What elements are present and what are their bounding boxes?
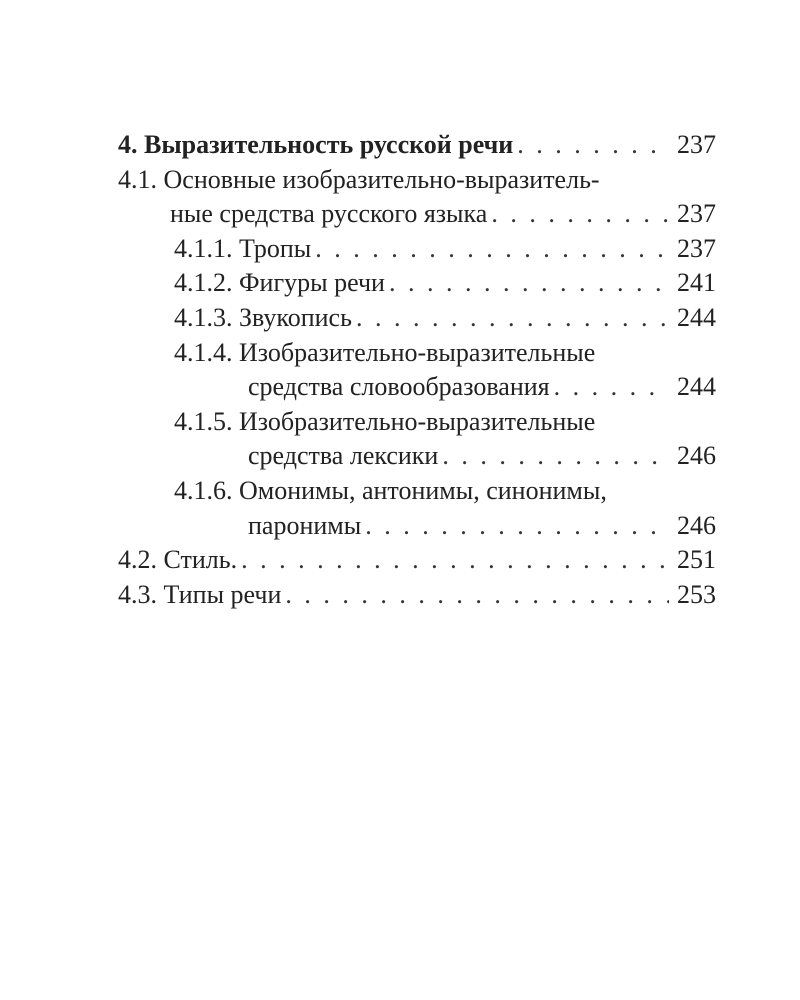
toc-dot-leader <box>389 266 669 301</box>
toc-section-4-1-2[interactable] <box>118 266 716 301</box>
toc-entry-title: 4.1.5. Изобразительно-выразительные <box>174 406 596 436</box>
toc-entry-title: 4.1.6. Омонимы, антонимы, синонимы, <box>174 475 607 505</box>
toc-section-4-1-6-line1[interactable] <box>118 474 716 509</box>
toc-entry-title-cont: средства словообразования <box>248 370 554 405</box>
toc-section-4-1-5-line1[interactable] <box>118 405 716 440</box>
toc-dot-leader <box>285 578 669 613</box>
toc-entry-title: 4. Выразительность русской речи <box>118 128 517 163</box>
toc-entry-title-cont: средства лексики <box>248 439 442 474</box>
toc-entry-title: 4.1.4. Изобразительно-выразительные <box>174 337 596 367</box>
toc-dot-leader <box>491 197 669 232</box>
toc-page-number: 246 <box>669 439 716 474</box>
toc-page-number: 241 <box>669 266 716 301</box>
toc-section-4-1-3[interactable] <box>118 301 716 336</box>
toc-page-number: 253 <box>669 578 716 613</box>
table-of-contents <box>118 128 716 612</box>
toc-page-number: 244 <box>669 370 716 405</box>
toc-page-number: 244 <box>669 301 716 336</box>
toc-dot-leader <box>517 128 669 163</box>
toc-section-4-2[interactable] <box>118 543 716 578</box>
toc-entry-title: 4.1.2. Фигуры речи <box>174 266 389 301</box>
toc-section-4-1-4-line2[interactable] <box>118 370 716 405</box>
toc-dot-leader <box>442 439 669 474</box>
toc-page-number: 237 <box>669 128 716 163</box>
toc-section-4-1-line2[interactable] <box>118 197 716 232</box>
toc-dot-leader <box>554 370 669 405</box>
toc-chapter-4[interactable] <box>118 128 716 163</box>
toc-dot-leader <box>241 543 669 578</box>
toc-section-4-1-6-line2[interactable] <box>118 509 716 544</box>
toc-section-4-1-5-line2[interactable] <box>118 439 716 474</box>
toc-entry-title-cont: паронимы <box>248 509 365 544</box>
toc-dot-leader <box>356 301 669 336</box>
toc-page-number: 237 <box>669 197 716 232</box>
toc-section-4-1-1[interactable] <box>118 232 716 267</box>
toc-section-4-1-line1[interactable] <box>118 163 716 198</box>
toc-entry-title: 4.1.3. Звукопись <box>174 301 356 336</box>
toc-dot-leader <box>315 232 669 267</box>
toc-entry-title: 4.1.1. Тропы <box>174 232 315 267</box>
toc-entry-title: 4.3. Типы речи <box>118 578 285 613</box>
toc-section-4-1-4-line1[interactable] <box>118 336 716 371</box>
toc-dot-leader <box>365 509 669 544</box>
toc-entry-title-cont: ные средства русского языка <box>170 197 491 232</box>
toc-page-number: 246 <box>669 509 716 544</box>
toc-page-number: 251 <box>669 543 716 578</box>
toc-section-4-3[interactable] <box>118 578 716 613</box>
toc-page-number: 237 <box>669 232 716 267</box>
toc-entry-title: 4.2. Стиль. <box>118 543 241 578</box>
toc-entry-title: 4.1. Основные изобразительно-выразитель- <box>118 164 600 194</box>
